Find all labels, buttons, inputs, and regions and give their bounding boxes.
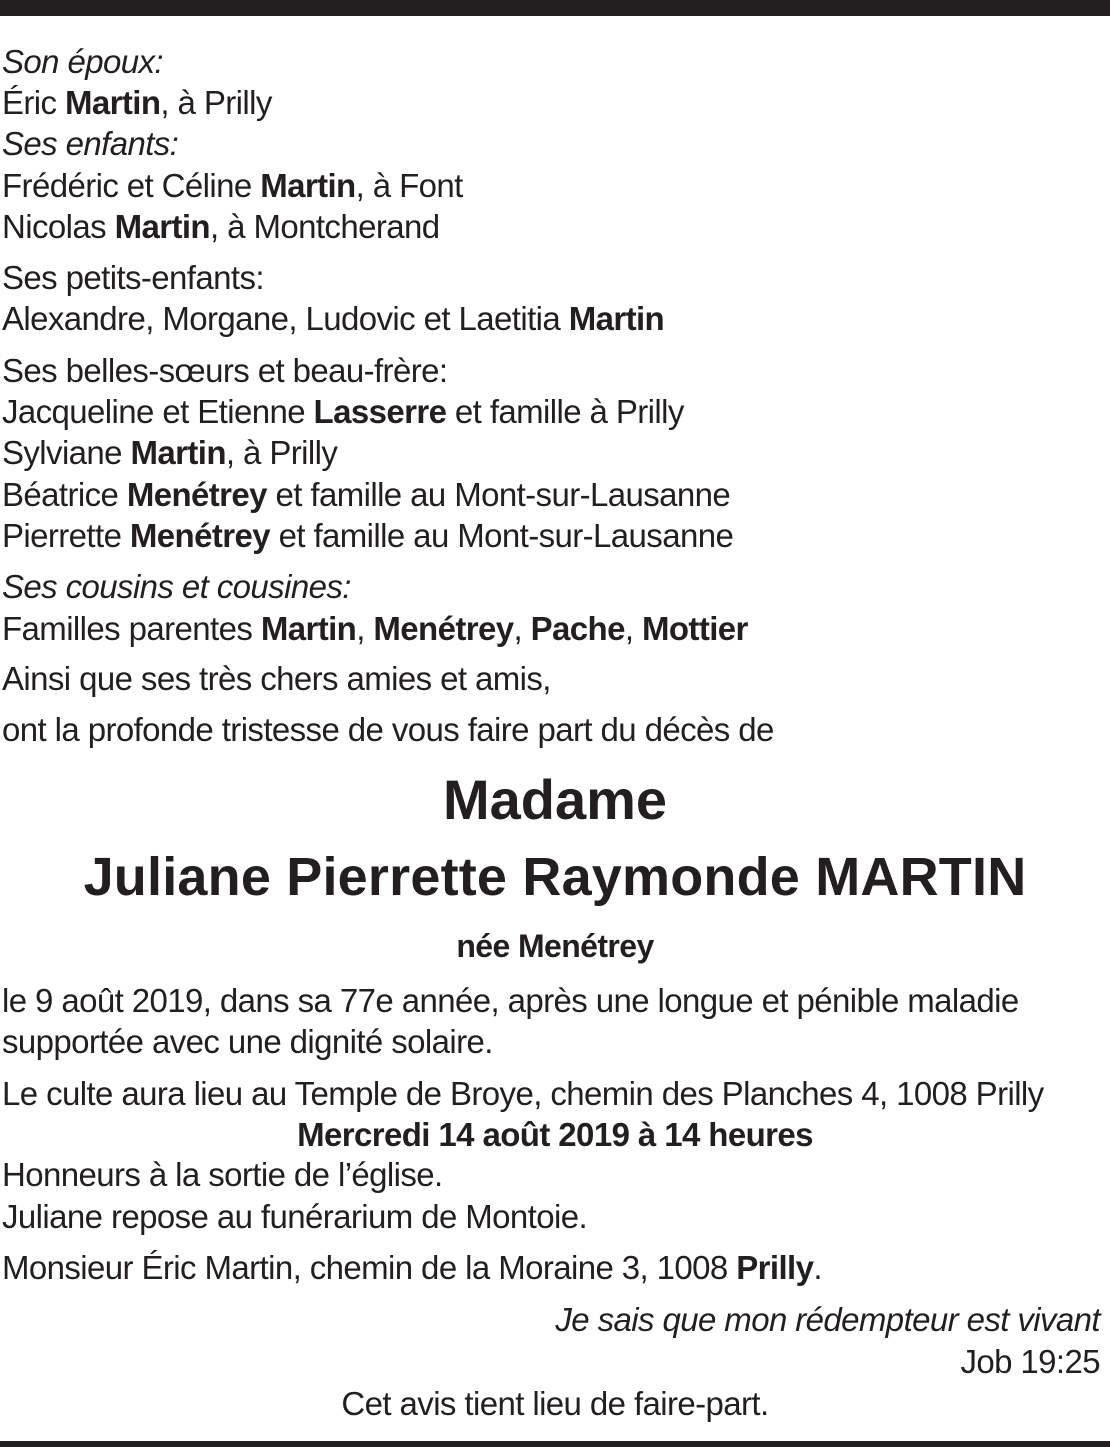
address-line: Monsieur Éric Martin, chemin de la Moraine 3, 1008 Prilly.: [2, 1249, 822, 1286]
inlaw-line: Jacqueline et Etienne Lasserre et famille à Prilly: [2, 393, 684, 430]
inlaw-line: Sylviane Martin, à Prilly: [2, 434, 338, 471]
closing-note: Cet avis tient lieu de faire-part.: [341, 1385, 769, 1422]
inlaws-heading: Ses belles-sœurs et beau-frère:: [2, 352, 448, 389]
cousins-heading: Ses cousins et cousines:: [2, 568, 351, 605]
quote-reference: Job 19:25: [960, 1343, 1100, 1380]
friends-line: Ainsi que ses très chers amies et amis,: [2, 660, 551, 697]
spouse-line: Éric Martin, à Prilly: [2, 84, 272, 121]
children-heading: Ses enfants:: [2, 125, 179, 162]
rest-line: Juliane repose au funérarium de Montoie.: [2, 1198, 588, 1235]
inlaw-line: Béatrice Menétrey et famille au Mont-sur-Lausanne: [2, 476, 731, 513]
bottom-rule: [0, 1441, 1110, 1447]
service-line: Le culte aura lieu au Temple de Broye, chemin des Planches 4, 1008 Prilly: [2, 1075, 1044, 1112]
grandchildren-heading: Ses petits-enfants:: [2, 259, 264, 296]
child-line: Frédéric et Céline Martin, à Font: [2, 167, 463, 204]
death-line: le 9 août 2019, dans sa 77e année, après une longue et pénible maladie: [2, 982, 1019, 1019]
spouse-heading: Son époux:: [2, 43, 163, 80]
service-date: Mercredi 14 août 2019 à 14 heures: [297, 1116, 813, 1153]
deceased-name: Juliane Pierrette Raymonde MARTIN: [83, 847, 1027, 907]
death-line: supportée avec une dignité solaire.: [2, 1023, 493, 1060]
cousins-line: Familles parentes Martin, Menétrey, Pache, Mottier: [2, 610, 748, 647]
grandchildren-line: Alexandre, Morgane, Ludovic et Laetitia Martin: [2, 300, 665, 337]
deceased-title: Madame: [442, 768, 668, 831]
honours-line: Honneurs à la sortie de l’église.: [2, 1156, 443, 1193]
maiden-name: née Menétrey: [456, 928, 654, 964]
top-rule: [0, 0, 1110, 16]
child-line: Nicolas Martin, à Montcherand: [2, 208, 440, 245]
quote: Je sais que mon rédempteur est vivant: [555, 1301, 1100, 1338]
inlaw-line: Pierrette Menétrey et famille au Mont-sur-Lausanne: [2, 517, 734, 554]
announce-line: ont la profonde tristesse de vous faire part du décès de: [2, 711, 774, 748]
